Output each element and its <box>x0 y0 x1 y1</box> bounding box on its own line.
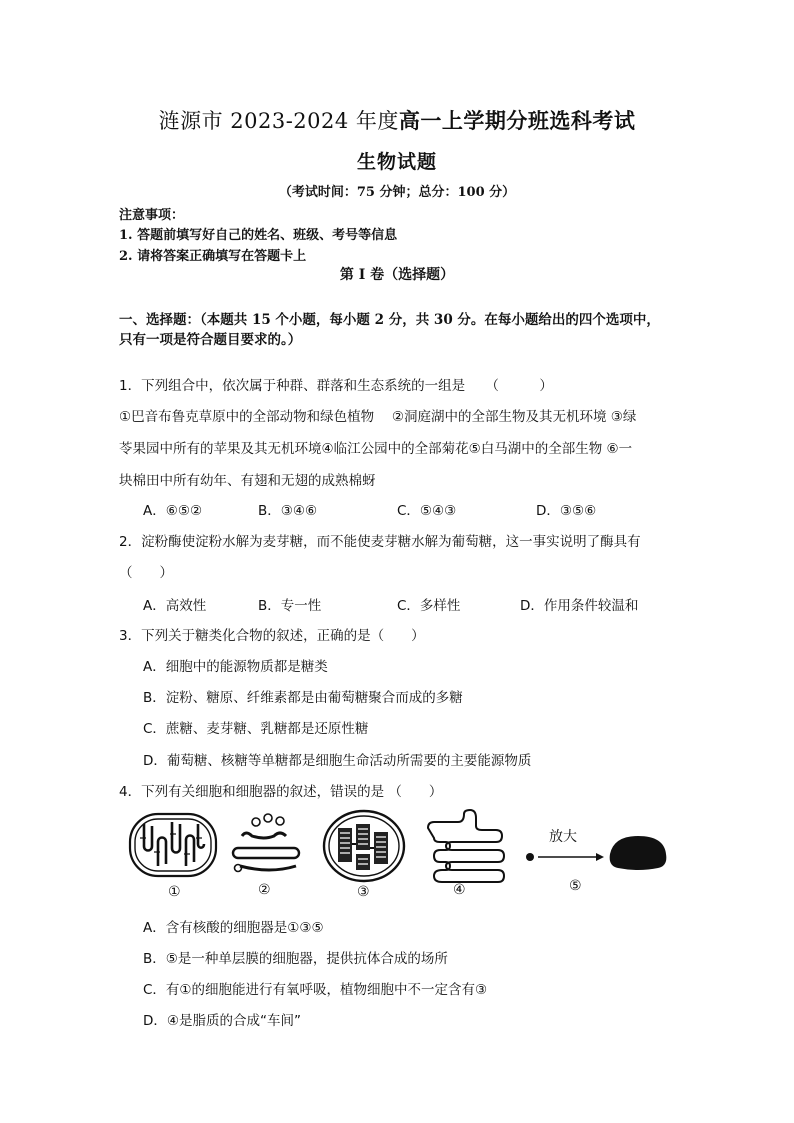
q1-option-b: B．③④⑥ <box>258 503 318 519</box>
figure-label-2: ② <box>258 882 271 898</box>
q3-option-b: B．淀粉、糖原、纤维素都是由葡萄糖聚合而成的多糖 <box>143 690 463 706</box>
notice-item-1: 1. 答题前填写好自己的姓名、班级、考号等信息 <box>119 228 398 243</box>
q3-stem: 3．下列关于糖类化合物的叙述，正确的是（ ） <box>119 628 425 644</box>
q3-option-a: A．细胞中的能源物质都是糖类 <box>143 659 328 675</box>
figure-label-3: ③ <box>357 884 370 900</box>
section-instructions-line-1: 一、选择题：（本题共 15 个小题，每小题 2 分，共 30 分。在每小题给出的四个选项中， <box>119 312 660 328</box>
figure-label-1: ① <box>168 884 181 900</box>
notice-item-2: 2. 请将答案正确填写在答题卡上 <box>119 249 307 264</box>
q2-option-c: C．多样性 <box>397 598 461 614</box>
endoplasmic-reticulum-drawing <box>428 810 504 882</box>
q2-option-b: B．专一性 <box>258 598 322 614</box>
figure-label-5: ⑤ <box>569 878 582 894</box>
exam-title-regular: 涟源市 2023-2024 年度 <box>158 109 399 133</box>
golgi-drawing <box>233 814 299 872</box>
organelle-diagram <box>126 808 686 908</box>
q4-option-d: D．④是脂质的合成“车间” <box>143 1013 301 1029</box>
q4-option-a: A．含有核酸的细胞器是①③⑤ <box>143 920 324 936</box>
q2-option-a: A．高效性 <box>143 598 207 614</box>
q2-paren: （ ） <box>119 565 173 581</box>
q3-option-d: D．葡萄糖、核糖等单糖都是细胞生命活动所需要的主要能源物质 <box>143 753 532 769</box>
q3-option-c: C．蔗糖、麦芽糖、乳糖都是还原性糖 <box>143 721 369 737</box>
exam-title-bold: 高一上学期分班选科考试 <box>398 108 636 133</box>
q1-line-2: ①巴音布鲁克草原中的全部动物和绿色植物 ②洞庭湖中的全部生物及其无机环境 ③绿 <box>119 409 637 425</box>
organelle-figure <box>126 808 686 908</box>
q1-option-c: C．⑤④③ <box>397 503 457 519</box>
section-title: 第 I 卷（选择题） <box>339 267 455 283</box>
notice-heading: 注意事项： <box>119 208 185 223</box>
figure-label-4: ④ <box>453 882 466 898</box>
exam-info: （考试时间：75 分钟；总分：100 分） <box>278 185 516 200</box>
ribosome-drawing <box>526 836 666 870</box>
section-instructions-line-2: 只有一项是符合题目要求的。） <box>119 332 302 348</box>
enlarge-label: 放大 <box>549 829 577 845</box>
q2-stem: 2．淀粉酶使淀粉水解为麦芽糖，而不能使麦芽糖水解为葡萄糖，这一事实说明了酶具有 <box>119 534 641 550</box>
subject-title: 生物试题 <box>356 151 437 173</box>
q1-option-d: D．③⑤⑥ <box>536 503 597 519</box>
q2-option-d: D．作用条件较温和 <box>520 598 639 614</box>
q1-stem: 1．下列组合中，依次属于种群、群落和生态系统的一组是 （ ） <box>119 378 553 394</box>
q4-option-b: B．⑤是一种单层膜的细胞器，提供抗体合成的场所 <box>143 951 448 967</box>
mitochondrion-drawing <box>130 814 216 876</box>
q1-line-3: 苓果园中所有的苹果及其无机环境④临江公园中的全部菊花⑤白马湖中的全部生物 ⑥一 <box>119 441 633 457</box>
q4-stem: 4．下列有关细胞和细胞器的叙述，错误的是 （ ） <box>119 784 443 800</box>
q1-option-a: A．⑥⑤② <box>143 503 203 519</box>
q1-line-4: 块棉田中所有幼年、有翅和无翅的成熟棉蚜 <box>119 473 376 489</box>
exam-title <box>0 105 794 135</box>
chloroplast-drawing <box>324 811 404 881</box>
q4-option-c: C．有①的细胞能进行有氧呼吸，植物细胞中不一定含有③ <box>143 982 488 998</box>
